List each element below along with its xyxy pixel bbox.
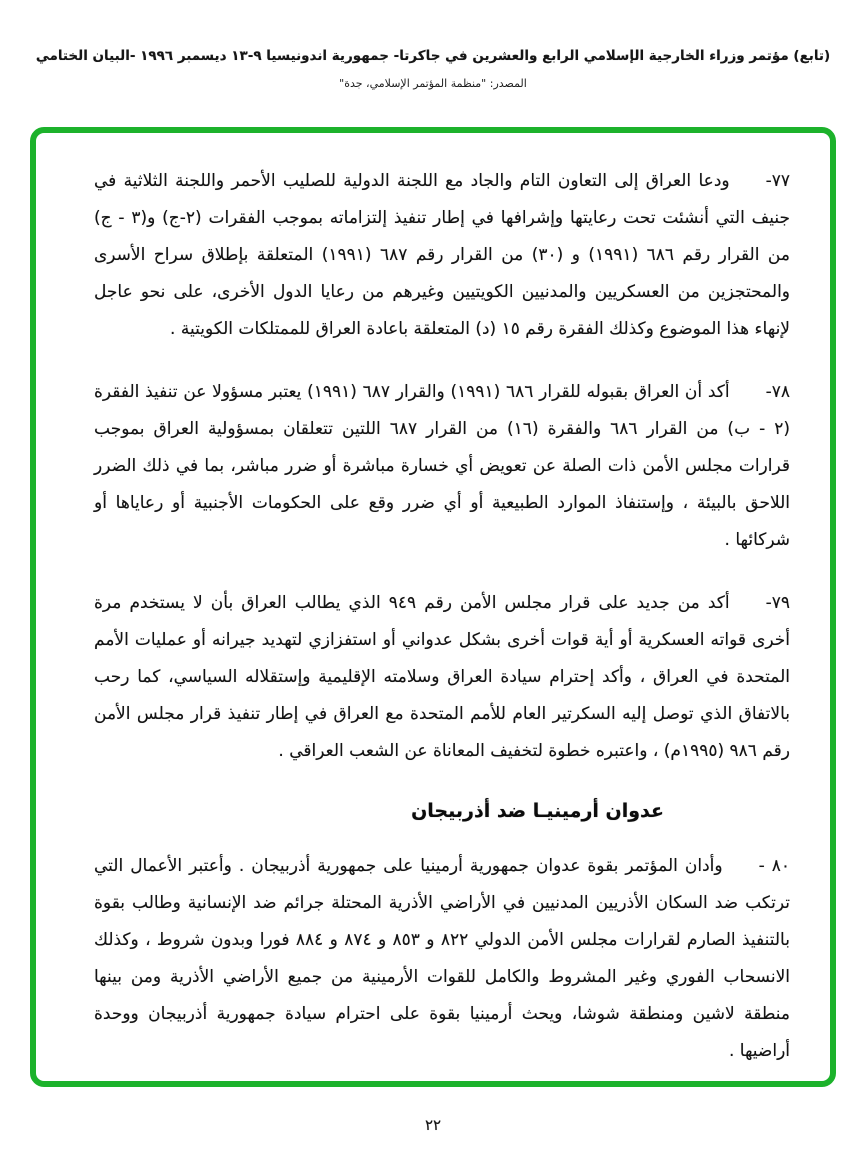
- paragraph-80-number: ٨٠ -: [758, 856, 791, 876]
- document-title: (تابع) مؤتمر وزراء الخارجية الإسلامي الرابع والعشرين في جاكرتا- جمهورية اندونيسيا ٩-١٣ ديسمبر ١٩٩٦ -البيان الختامي: [35, 48, 831, 64]
- document-header: [0, 48, 866, 90]
- paragraph-78-text: أكد أن العراق بقبوله للقرار ٦٨٦ (١٩٩١) والقرار ٦٨٧ (١٩٩١) يعتبر مسؤولا عن تنفيذ الفقرة (٢ - ب) من القرار ٦٨٦ والفقرة (١٦) من القرار ٦٨٧ اللتين تتعلقان بمسؤولية العراق بموجب قرارات مجلس الأمن ذات الصلة عن تعويض أي خسارة مباشرة أو ضرر مباشر، بما في ذلك الضرر اللاحق بالبيئة ، وإستنفاذ الموارد الطبيعية أو أي ضرر وقع على الحكومات الأجنبية أو رعاياها أو شركائها .: [94, 382, 790, 550]
- paragraph-78: [94, 374, 790, 559]
- paragraph-80: [94, 848, 790, 1070]
- document-source: المصدر: "منظمة المؤتمر الإسلامي، جدة": [339, 77, 527, 90]
- paragraph-77-number: ٧٧-: [765, 171, 790, 191]
- paragraph-77-text: ودعا العراق إلى التعاون التام والجاد مع اللجنة الدولية للصليب الأحمر واللجنة الثلاثية في جنيف التي أنشئت تحت رعايتها وإشرافها في إطار تنفيذ إلتزاماته بموجب الفقرات (٢-ج) و(٣ - ج) من القرار رقم ٦٨٦ (١٩٩١) و (٣٠) من القرار رقم ٦٨٧ (١٩٩١) المتعلقة بإطلاق سراح الأسرى والمحتجزين من العسكريين والمدنيين الكويتيين وغيرهم من رعايا الدول الأخرى، على نحو عاجل لإنهاء هذا الموضوع وكذلك الفقرة رقم ١٥ (د) المتعلقة باعادة العراق للممتلكات الكويتية .: [94, 171, 790, 339]
- section-heading-armenia-aggression: عدوان أرمينيـا ضد أذربيجان: [411, 800, 664, 822]
- document-body: [36, 133, 830, 1070]
- paragraph-80-text: وأدان المؤتمر بقوة عدوان جمهورية أرمينيا على جمهورية أذربيجان . وأعتبر الأعمال التي ترتكب ضد السكان الأذريين المدنيين في الأراضي الأذرية المحتلة جرائم ضد الإنسانية وطالب بقوة بالتنفيذ الصارم لقرارات مجلس الأمن الدولي ٨٢٢ و ٨٥٣ و ٨٧٤ و ٨٨٤ فورا وبدون شروط ، وكذلك الانسحاب الفوري وغير المشروط والكامل للقوات الأرمينية من جميع الأراضي الأذرية ومن بينها منطقة لاشين ومنطقة شوشا، ويحث أرمينيا بقوة على احترام سيادة جمهورية أذربيجان ووحدة أراضيها .: [94, 856, 790, 1061]
- content-border-frame: [30, 127, 836, 1087]
- paragraph-78-number: ٧٨-: [765, 382, 791, 402]
- paragraph-79-text: أكد من جديد على قرار مجلس الأمن رقم ٩٤٩ الذي يطالب العراق بأن لا يستخدم مرة أخرى قواته العسكرية أو أية قوات أخرى بشكل عدواني أو استفزازي لتهديد جيرانه أو عمليات الأمم المتحدة في العراق ، وأكد إحترام سيادة العراق وسلامته الإقليمية وإستقلاله السياسي، كما رحب بالاتفاق الذي توصل إليه السكرتير العام للأمم المتحدة مع العراق في إطار تنفيذ قرار مجلس الأمن رقم ٩٨٦ (١٩٩٥م) ، واعتبره خطوة لتخفيف المعاناة عن الشعب العراقي .: [94, 593, 790, 761]
- page-number: ٢٢: [424, 1116, 442, 1134]
- paragraph-79-number: ٧٩-: [765, 593, 790, 613]
- page-footer: [0, 1115, 866, 1134]
- paragraph-77: [94, 163, 790, 348]
- paragraph-79: [94, 585, 790, 770]
